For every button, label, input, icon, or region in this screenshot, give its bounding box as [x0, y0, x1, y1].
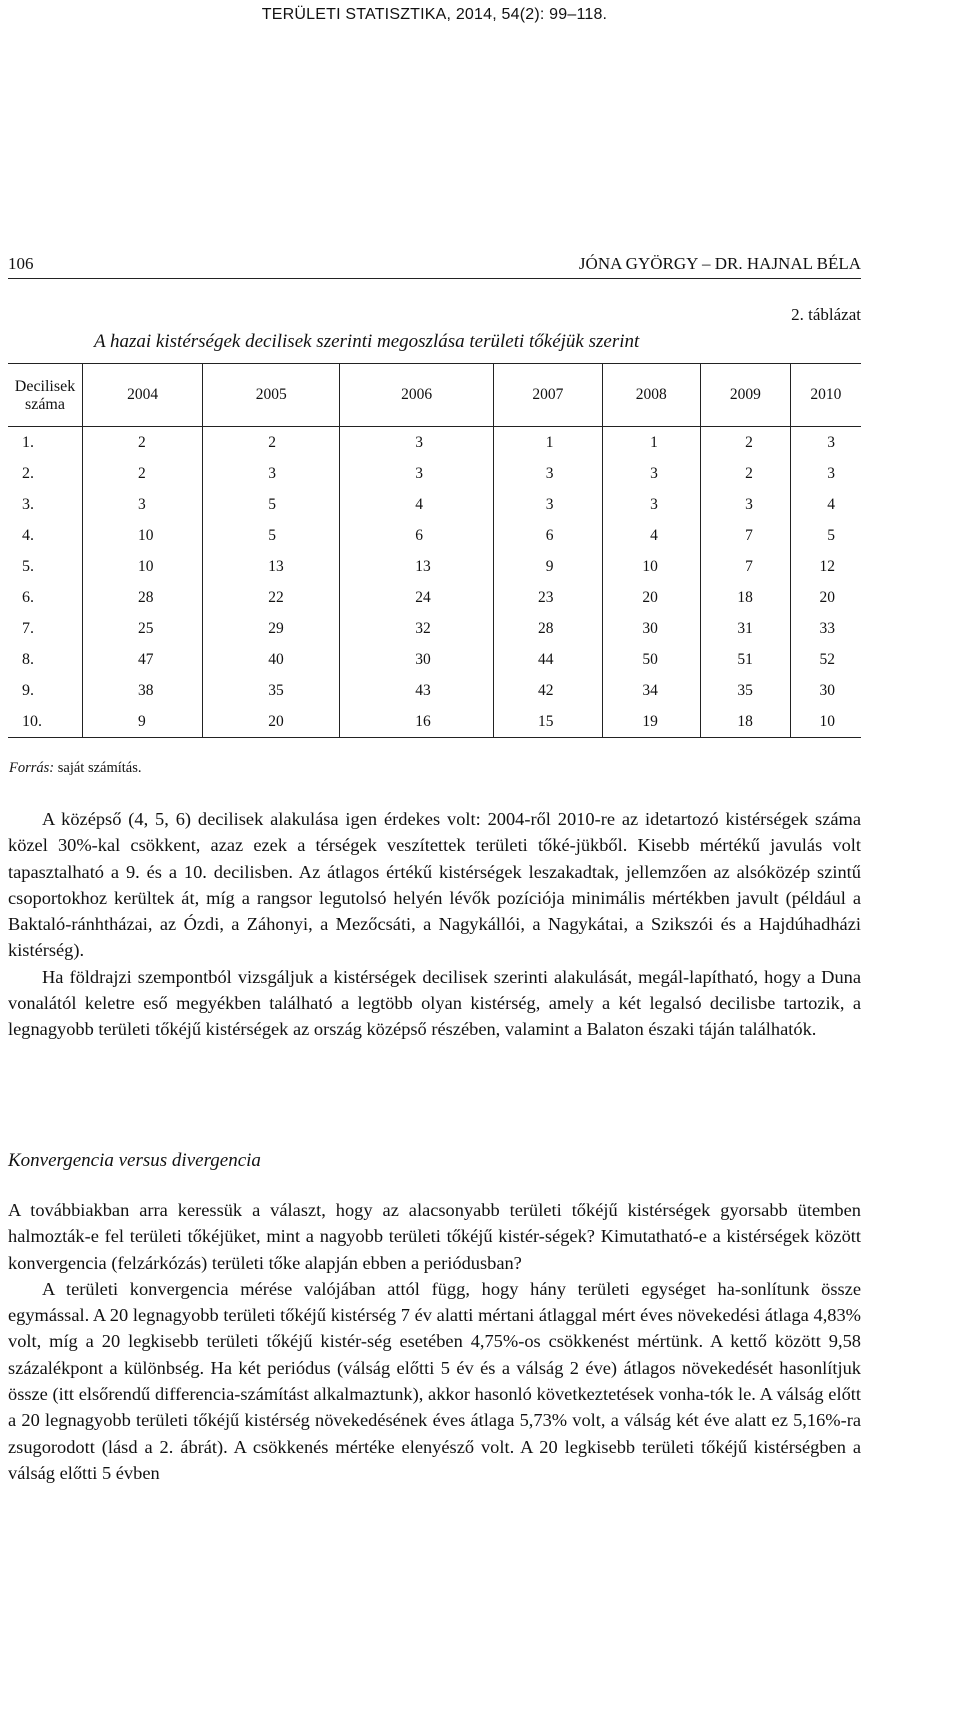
table-header-row	[8, 364, 861, 427]
table-cell: 4	[602, 520, 700, 551]
table-cell: 2	[83, 458, 203, 489]
decile-label: 5.	[22, 557, 34, 575]
table-cell: 42	[494, 675, 602, 706]
table-cell: 22	[203, 582, 340, 613]
year-header: 2010	[790, 364, 861, 427]
table-cell: 29	[203, 613, 340, 644]
table-cell: 4	[340, 489, 494, 520]
table-cell: 7	[700, 551, 790, 582]
year-header: 2008	[602, 364, 700, 427]
table-cell: 43	[340, 675, 494, 706]
table-cell: 3	[602, 489, 700, 520]
table-cell: 2	[203, 427, 340, 459]
journal-header: TERÜLETI STATISZTIKA, 2014, 54(2): 99–118.	[261, 6, 608, 23]
year-header: 2009	[700, 364, 790, 427]
table-cell: 9	[83, 706, 203, 738]
table-cell: 13	[203, 551, 340, 582]
decile-label: 1.	[22, 433, 34, 451]
table-cell: 6	[494, 520, 602, 551]
table-source	[9, 760, 142, 777]
table-cell: 30	[602, 613, 700, 644]
table-cell: 3	[700, 489, 790, 520]
table-cell: 30	[340, 644, 494, 675]
table-cell: 3	[83, 489, 203, 520]
table-row	[8, 675, 861, 706]
table-cell: 52	[790, 644, 861, 675]
table-cell: 28	[83, 582, 203, 613]
decile-label: 6.	[22, 588, 34, 606]
table-cell: 51	[700, 644, 790, 675]
table-cell: 1	[602, 427, 700, 459]
table-cell: 4	[790, 489, 861, 520]
decile-label: 3.	[22, 495, 34, 513]
paragraph: Ha földrajzi szempontból vizsgáljuk a kistérségek decilisek szerinti alakulását, megál-lapítható, hogy a Duna vonalától keletre eső megyékben található a legtöbb olyan kistérség, amely a két legalsó decilisbe tartozik, a legnagyobb területi tőkéjű kistérségek az ország középső részében, valamint a Balaton északi táján találhatók.	[8, 966, 861, 1040]
table-cell: 2	[83, 427, 203, 459]
table-cell: 30	[790, 675, 861, 706]
table-cell: 24	[340, 582, 494, 613]
section-heading: Konvergencia versus divergencia	[8, 1150, 261, 1171]
table-cell: 3	[340, 427, 494, 459]
table-label: 2. táblázat	[791, 305, 861, 324]
paragraph: A területi konvergencia mérése valójában attól függ, hogy hány területi egységet ha-sonlítunk össze egymással. A 20 legnagyobb területi tőkéjű kistérség 7 év alatti mértani átlaggal mért éves növekedési átlaga 4,83% volt, míg a 20 legkisebb területi tőkéjű kistér-ség esetében 4,75%-os csökkenést mértünk. A kettő között 9,58 százalékpont a különbség. Ha két periódus (válság előtti 5 év és a válság 2 éve) átlagos növekedését hasonlítjuk össze (itt elsőrendű differencia-számítást alkalmaztunk), akkor hasonló következtetések vonha-tók le. A válság előtt a 20 legnagyobb területi tőkéjű kistérség növekedésének éves átlaga 5,73% volt, a válság két éve alatt ez 5,16%-ra zsugorodott (lásd a 2. ábrát). A csökkenés mértéke elenyésző volt. A 20 legkisebb területi tőkéjű kistérségben a válság előtti 5 évben	[8, 1278, 861, 1483]
table-row	[8, 489, 861, 520]
body-text-2	[8, 1197, 861, 1486]
table-cell: 3	[340, 458, 494, 489]
table-cell: 3	[494, 458, 602, 489]
table-row	[8, 613, 861, 644]
table-cell: 10	[83, 551, 203, 582]
table-cell: 5	[790, 520, 861, 551]
table-cell: 47	[83, 644, 203, 675]
table-cell: 2	[700, 427, 790, 459]
body-text-1	[8, 806, 861, 1043]
decile-label: 8.	[22, 650, 34, 668]
table-cell: 5	[203, 520, 340, 551]
table-cell: 3	[790, 458, 861, 489]
decile-label: 10.	[8, 706, 83, 738]
decile-label: 2.	[22, 464, 34, 482]
table-row	[8, 706, 861, 738]
table-cell: 1	[494, 427, 602, 459]
table-cell: 3	[203, 458, 340, 489]
table-cell: 15	[494, 706, 602, 738]
table-cell: 25	[83, 613, 203, 644]
table-cell: 34	[602, 675, 700, 706]
table-cell: 5	[203, 489, 340, 520]
table-cell: 28	[494, 613, 602, 644]
stub-header: Decilisek száma	[8, 364, 83, 427]
table-cell: 3	[790, 427, 861, 459]
table-cell: 35	[203, 675, 340, 706]
table-title: A hazai kistérségek decilisek szerinti megoszlása területi tőkéjük szerint	[94, 331, 640, 352]
table-cell: 10	[83, 520, 203, 551]
table-cell: 3	[494, 489, 602, 520]
table-row	[8, 458, 861, 489]
paragraph: A továbbiakban arra keressük a választ, hogy az alacsonyabb területi tőkéjű kistérségek gyorsabb ütemben halmozták-e fel területi tőkéjüket, mint a nagyobb területi tőkéjű kistér-ségek? Kimutatható-e a kistérségek között konvergencia (felzárkózás) területi tőke alapján ebben a periódusban?	[8, 1200, 861, 1273]
table-row	[8, 582, 861, 613]
page-number: 106	[8, 254, 34, 273]
table-cell: 33	[790, 613, 861, 644]
decile-label: 7.	[22, 619, 34, 637]
table-cell: 19	[602, 706, 700, 738]
table-cell: 2	[700, 458, 790, 489]
paragraph: A középső (4, 5, 6) decilisek alakulása igen érdekes volt: 2004-ről 2010-re az idetartozó kistérségek száma közel 30%-kal csökkent, azaz ezek a térségek veszítettek területi tőké-jükből. Kisebb mértékű javulás volt tapasztalható a 9. és a 10. decilisben. Az átlagos értékű kistérségek leszakadtak, jellemzően az alsóközép szintű csoportokhoz kerültek át, míg a rangsor legutolsó helyén lévők pozíciója minimális mértékben javult (például a Baktaló-ránhtházai, az Ózdi, a Záhonyi, a Mezőcsáti, a Nagykállói, a Nagykátai, a Szikszói és a Hajdúhadházi kistérség).	[8, 809, 861, 961]
year-header: 2005	[203, 364, 340, 427]
decile-table	[8, 363, 861, 738]
source-text: saját számítás.	[57, 760, 142, 776]
source-label: Forrás:	[9, 760, 55, 776]
table-row	[8, 551, 861, 582]
table-cell: 20	[790, 582, 861, 613]
table-cell: 44	[494, 644, 602, 675]
decile-label: 9.	[22, 681, 34, 699]
table-cell: 35	[700, 675, 790, 706]
table-cell: 10	[790, 706, 861, 738]
authors: JÓNA GYÖRGY – DR. HAJNAL BÉLA	[578, 254, 861, 273]
table-cell: 9	[494, 551, 602, 582]
table-cell: 7	[700, 520, 790, 551]
table-row	[8, 520, 861, 551]
table-cell: 32	[340, 613, 494, 644]
table-cell: 18	[700, 582, 790, 613]
table-cell: 13	[340, 551, 494, 582]
table-cell: 12	[790, 551, 861, 582]
table-cell: 38	[83, 675, 203, 706]
year-header: 2006	[340, 364, 494, 427]
table-cell: 50	[602, 644, 700, 675]
decile-label: 4.	[22, 526, 34, 544]
table-cell: 18	[700, 706, 790, 738]
table-cell: 20	[203, 706, 340, 738]
table-cell: 6	[340, 520, 494, 551]
table-cell: 3	[602, 458, 700, 489]
table-row	[8, 427, 861, 459]
year-header: 2004	[83, 364, 203, 427]
running-header	[8, 254, 861, 279]
table-row	[8, 644, 861, 675]
table-cell: 23	[494, 582, 602, 613]
table-cell: 10	[602, 551, 700, 582]
table-cell: 20	[602, 582, 700, 613]
table-cell: 31	[700, 613, 790, 644]
table-cell: 16	[340, 706, 494, 738]
table-cell: 40	[203, 644, 340, 675]
year-header: 2007	[494, 364, 602, 427]
